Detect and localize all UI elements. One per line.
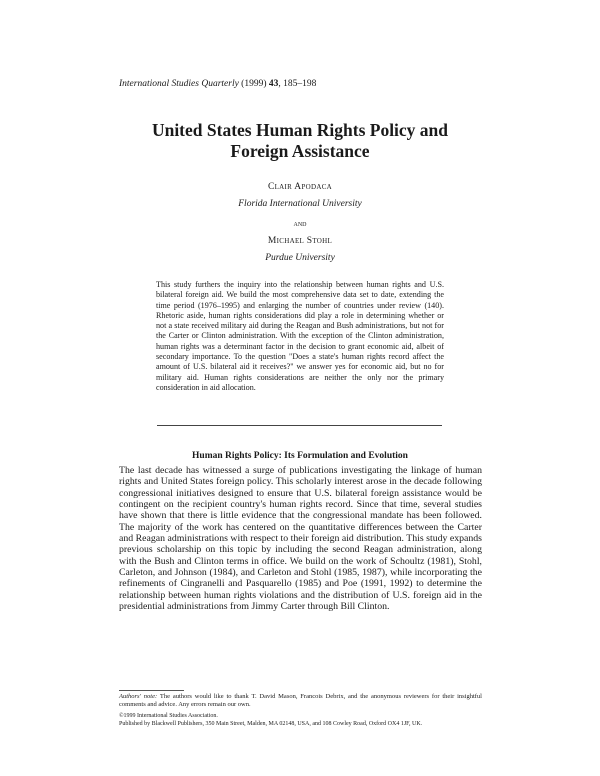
author-affiliation-1: Florida International University (238, 199, 362, 209)
author-name-2: Michael Stohl (267, 236, 333, 246)
copyright-line-2: Published by Blackwell Publishers, 350 Main Street, Malden, MA 02148, USA, and 108 Cowley Road, Oxford OX4 1JF, UK. (119, 720, 423, 727)
copyright-block (119, 713, 489, 728)
author-affiliation-2: Purdue University (265, 253, 335, 263)
title-line-1: United States Human Rights Policy and (151, 120, 449, 140)
footnote (119, 693, 482, 710)
body-paragraph: The last decade has witnessed a surge of publications investigating the linkage of human rights and United States foreign policy. This scholarly interest arose in the decade following congressional initiatives designed to ensure that U.S. bilateral foreign assistance would be contingent on the recipient country's human rights record. Since that time, several studies have shown that there is little evidence that the congressional mandate has been followed. The majority of the work has centered on the quantitative differences between the Carter and Reagan administrations with respect to their foreign aid distribution. This study expands previous scholarship on this topic by including the second Reagan administration, along with the Bush and Clinton terms in office. We build on the work of Schoultz (1981), Stohl, Carleton, and Johnson (1984), and Carleton and Stohl (1985, 1987), while incorporating the refinements of Cingranelli and Pasquarello (1985) and Poe (1991, 1992) to determine the relationship between human rights violations and the distribution of U.S. foreign aid in the presidential administrations from Jimmy Carter through Bill Clinton. (119, 465, 482, 613)
journal-volume: 43 (268, 79, 279, 89)
footnote-label: Authors' note: (119, 693, 158, 700)
copyright-line-1: ©1999 International Studies Association. (119, 713, 218, 719)
paper-title (0, 120, 600, 162)
abstract: This study furthers the inquiry into the relationship between human rights and U.S. bilateral foreign aid. We build the most comprehensive data set to date, extending the time period (1976–1995) and enlarging the number of countries under review (140). Rhetoric aside, human rights considerations did play a role in determining whether or not a state received military aid during the Reagan and Bush administrations, but not for the Carter or Clinton administration. With the exception of the Clinton administration, human rights was a determinant factor in the decision to grant economic aid, albeit of secondary importance. To the question "Does a state's human rights record affect the amount of U.S. bilateral aid it receives?" we answer yes for economic aid, but no for military aid. Human rights considerations are neither the only nor the primary consideration in aid allocation. (156, 280, 444, 392)
footnote-divider (119, 690, 184, 691)
journal-citation (119, 79, 316, 89)
journal-year: (1999) (241, 79, 267, 89)
footnote-text: The authors would like to thank T. David Mason, Francois Debrix, and the anonymous reviewers for their insightful comments and advice. Any errors remain our own. (119, 693, 482, 709)
section-heading: Human Rights Policy: Its Formulation and Evolution (192, 451, 408, 461)
author-conjunction: and (293, 219, 307, 228)
journal-name: International Studies Quarterly (119, 79, 239, 89)
author-name-1: Clair Apodaca (267, 182, 333, 192)
journal-pages: , 185–198 (278, 79, 317, 89)
abstract-divider (157, 425, 442, 426)
title-line-2: Foreign Assistance (230, 141, 370, 161)
